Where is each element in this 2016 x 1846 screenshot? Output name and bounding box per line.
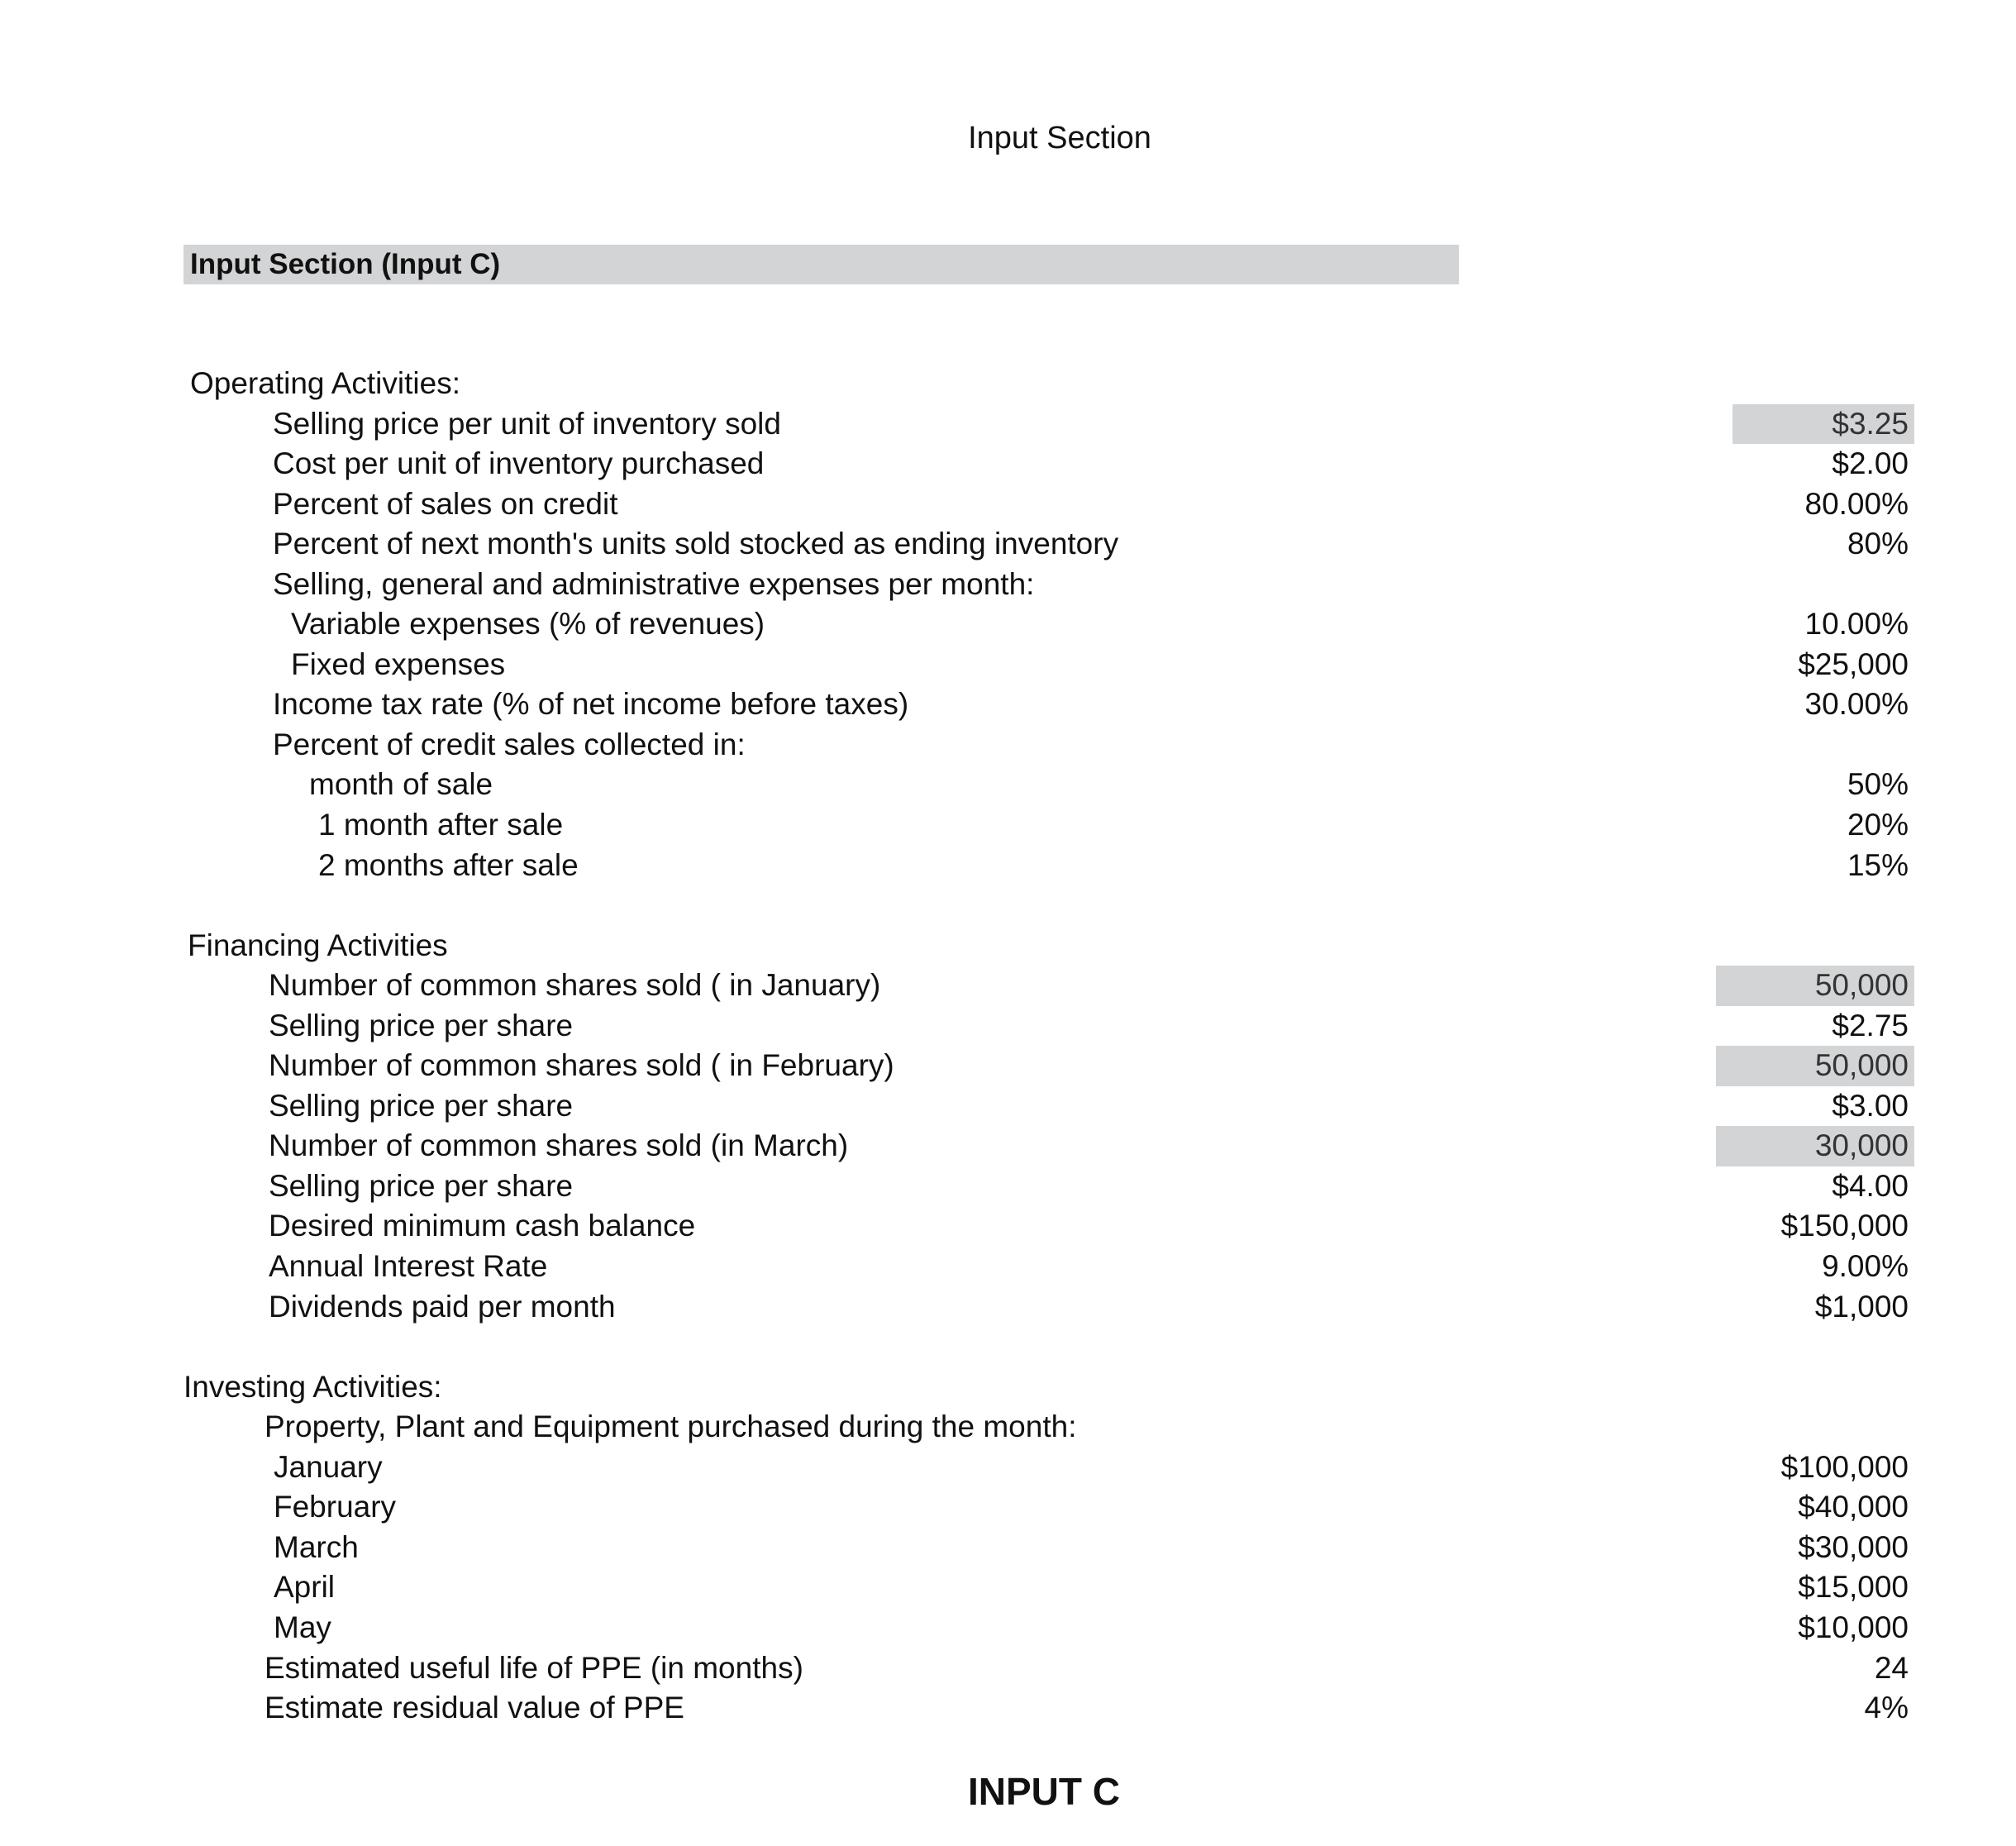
- row-value: 24: [1874, 1650, 1909, 1685]
- table-row: [0, 765, 2016, 805]
- table-row: [0, 1206, 2016, 1247]
- row-label: 1 month after sale: [318, 808, 564, 842]
- row-label: month of sale: [309, 767, 493, 802]
- row-label: Income tax rate (% of net income before taxes): [273, 687, 909, 722]
- table-row: [0, 1247, 2016, 1287]
- input-sheet: [0, 364, 2016, 1729]
- investing-heading-row: [0, 1367, 2016, 1408]
- row-label: Percent of next month's units sold stocked as ending inventory: [273, 527, 1119, 561]
- row-label: Property, Plant and Equipment purchased during the month:: [265, 1410, 1077, 1444]
- table-row: [0, 684, 2016, 725]
- row-value: $4.00: [1832, 1168, 1909, 1203]
- table-row: [0, 1006, 2016, 1047]
- row-value[interactable]: 30,000: [1716, 1126, 1914, 1166]
- row-value: $25,000: [1798, 646, 1909, 681]
- table-row: [0, 1086, 2016, 1127]
- blank-row: [0, 885, 2016, 926]
- table-row: [0, 1287, 2016, 1328]
- table-row: [0, 1688, 2016, 1729]
- table-row: [0, 524, 2016, 565]
- table-row: [0, 1126, 2016, 1166]
- footer-label: INPUT C: [968, 1770, 1120, 1813]
- table-row: [0, 645, 2016, 685]
- blank-row: [0, 1327, 2016, 1367]
- table-row: [0, 805, 2016, 846]
- table-row: [0, 1448, 2016, 1488]
- row-value: 15%: [1847, 847, 1909, 882]
- row-label: Number of common shares sold ( in January): [269, 968, 881, 1003]
- row-value: 9.00%: [1822, 1249, 1909, 1284]
- row-label: May: [274, 1610, 331, 1644]
- page-title: Input Section: [968, 121, 1151, 155]
- row-value: $40,000: [1798, 1490, 1909, 1524]
- row-label: Desired minimum cash balance: [269, 1209, 696, 1243]
- row-label: Annual Interest Rate: [269, 1249, 548, 1284]
- row-value: 30.00%: [1804, 687, 1909, 722]
- table-row: [0, 1046, 2016, 1086]
- financing-heading-row: [0, 926, 2016, 966]
- row-value: 80%: [1847, 527, 1909, 561]
- row-label: Selling price per share: [269, 1168, 574, 1203]
- row-label: Cost per unit of inventory purchased: [273, 446, 765, 481]
- row-label: Estimate residual value of PPE: [265, 1691, 684, 1725]
- row-label: Selling, general and administrative expenses per month:: [273, 566, 1035, 601]
- table-row: [0, 1608, 2016, 1648]
- row-value: 80.00%: [1804, 486, 1909, 521]
- row-label: April: [274, 1570, 336, 1605]
- row-value[interactable]: $3.25: [1732, 404, 1914, 445]
- table-row: [0, 404, 2016, 445]
- investing-heading: Investing Activities:: [183, 1369, 442, 1404]
- table-row: [0, 725, 2016, 766]
- row-value: $150,000: [1780, 1209, 1909, 1243]
- row-value[interactable]: 50,000: [1716, 966, 1914, 1006]
- row-label: Dividends paid per month: [269, 1289, 616, 1324]
- row-value: 4%: [1864, 1691, 1909, 1725]
- row-value: 50%: [1847, 767, 1909, 802]
- table-row: [0, 1487, 2016, 1528]
- table-row: [0, 444, 2016, 484]
- row-label: Estimated useful life of PPE (in months): [265, 1650, 803, 1685]
- row-label: January: [274, 1449, 383, 1484]
- financing-heading: Financing Activities: [188, 928, 448, 962]
- table-row: [0, 1407, 2016, 1448]
- row-label: Selling price per unit of inventory sold: [273, 406, 781, 441]
- table-row: [0, 1648, 2016, 1689]
- row-value[interactable]: 50,000: [1716, 1046, 1914, 1086]
- row-value: $15,000: [1798, 1570, 1909, 1605]
- operating-heading: Operating Activities:: [190, 366, 460, 400]
- row-label: 2 months after sale: [318, 847, 579, 882]
- table-row: [0, 846, 2016, 886]
- row-label: Number of common shares sold (in March): [269, 1128, 849, 1163]
- row-value: $1,000: [1814, 1289, 1909, 1324]
- row-value: 10.00%: [1804, 607, 1909, 642]
- table-row: [0, 604, 2016, 645]
- operating-heading-row: [0, 364, 2016, 404]
- table-row: [0, 565, 2016, 605]
- table-row: [0, 1528, 2016, 1568]
- table-row: [0, 1567, 2016, 1608]
- row-value: $10,000: [1798, 1610, 1909, 1644]
- row-label: Variable expenses (% of revenues): [291, 607, 765, 642]
- row-label: March: [274, 1529, 359, 1564]
- section-header-label: Input Section (Input C): [190, 248, 501, 280]
- row-value: $2.75: [1832, 1008, 1909, 1042]
- table-row: [0, 484, 2016, 525]
- row-label: February: [274, 1490, 397, 1524]
- section-header-bar: [183, 245, 1459, 284]
- row-value: $2.00: [1832, 446, 1909, 481]
- row-value: $100,000: [1780, 1449, 1909, 1484]
- row-label: Number of common shares sold ( in February): [269, 1048, 894, 1083]
- row-label: Percent of sales on credit: [273, 486, 618, 521]
- row-label: Selling price per share: [269, 1088, 574, 1123]
- row-value: $30,000: [1798, 1529, 1909, 1564]
- row-value: $3.00: [1832, 1088, 1909, 1123]
- table-row: [0, 966, 2016, 1006]
- row-value: 20%: [1847, 808, 1909, 842]
- row-label: Selling price per share: [269, 1008, 574, 1042]
- row-label: Percent of credit sales collected in:: [273, 727, 746, 761]
- row-label: Fixed expenses: [291, 646, 506, 681]
- table-row: [0, 1166, 2016, 1207]
